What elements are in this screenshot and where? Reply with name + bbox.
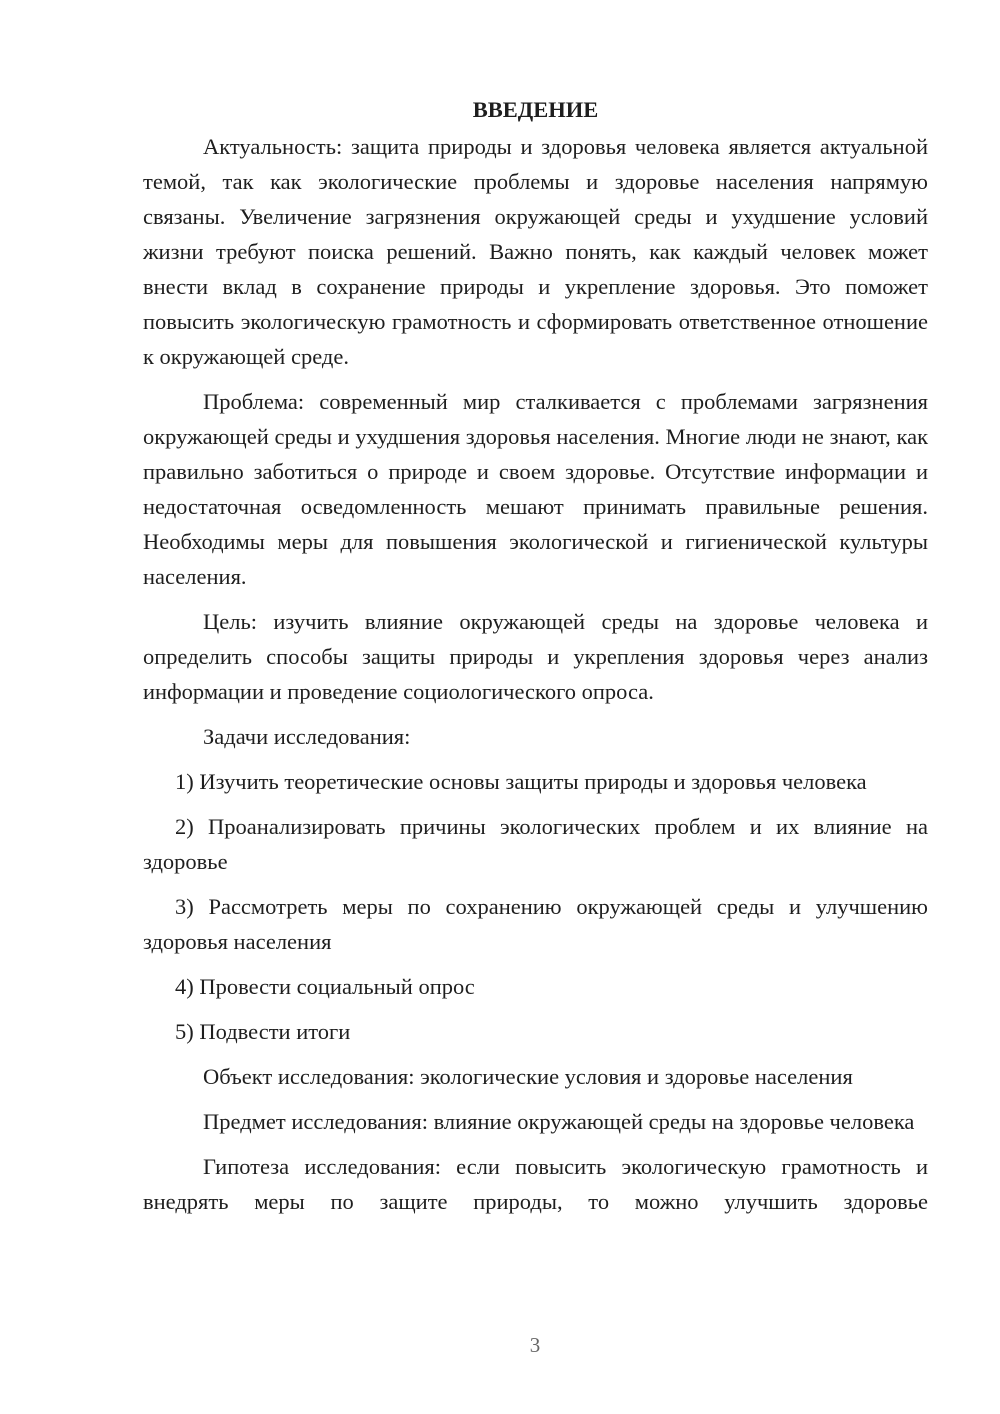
task-item-1: 1) Изучить теоретические основы защиты природы и здоровья человека [175,769,867,794]
task-item-5: 5) Подвести итоги [175,1019,351,1044]
paragraph-problem: Проблема: современный мир сталкивается с проблемами загрязнения окружающей среды и ухудшения здоровья населения. Многие люди не знают, как правильно заботиться о природе и своем здоровье. Отсутствие информации и недостаточная осведомленность мешают принимать правильные решения. Необходимы меры для повышения экологической и гигиенической культуры населения. [143,389,928,589]
task-item-3: 3) Рассмотреть меры по сохранению окружающей среды и улучшению здоровья населения [143,894,928,954]
paragraph-hypothesis: Гипотеза исследования: если повысить экологическую грамотность и внедрять меры по защите природы, то можно улучшить здоровье [143,1154,928,1214]
task-item-2: 2) Проанализировать причины экологических проблем и их влияние на здоровье [143,814,928,874]
task-item-4: 4) Провести социальный опрос [175,974,475,999]
page-number: 3 [529,1333,541,1357]
paragraph-object: Объект исследования: экологические условия и здоровье населения [203,1064,853,1089]
paragraph-tasks-heading: Задачи исследования: [203,724,411,749]
paragraph-goal: Цель: изучить влияние окружающей среды на здоровье человека и определить способы защиты природы и укрепления здоровья через анализ информации и проведение социологического опроса. [143,609,928,704]
paragraph-relevance: Актуальность: защита природы и здоровья человека является актуальной темой, так как экологические проблемы и здоровье населения напрямую связаны. Увеличение загрязнения окружающей среды и ухудшение условий жизни требуют поиска решений. Важно понять, как каждый человек может внести вклад в сохранение природы и укрепление здоровья. Это поможет повысить экологическую грамотность и сформировать ответственное отношение к окружающей среде. [143,134,928,369]
paragraph-subject: Предмет исследования: влияние окружающей среды на здоровье человека [203,1109,915,1134]
page-content [143,92,928,1229]
section-heading: ВВЕДЕНИЕ [472,97,599,122]
